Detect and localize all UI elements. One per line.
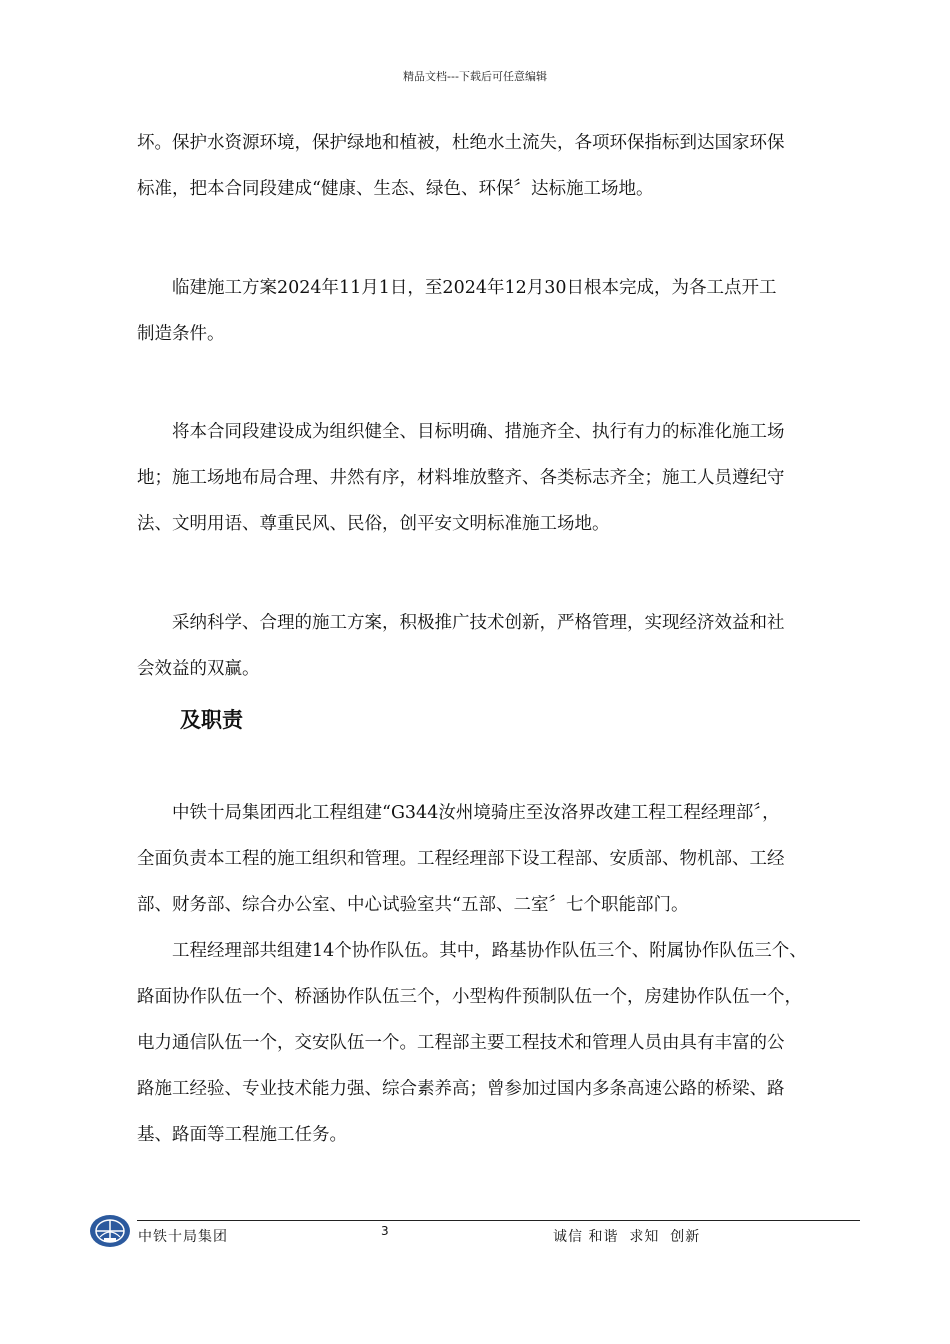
text-line: 中铁十局集团西北工程组建“G344汝州境骑庄至汝洛界改建工程工程经理部〞， [137,803,780,823]
paragraph-organization [137,790,862,928]
header-note: 精品文档---下载后可任意编辑 [403,70,547,83]
footer-divider [137,1220,860,1221]
paragraph-teams [137,928,862,1158]
section-heading: 及职责 [180,708,243,732]
text-line: 法、文明用语、尊重民风、民俗，创平安文明标准施工场地。 [137,514,610,534]
paragraph-environment [137,120,862,212]
text-line: 坏。保护水资源环境，保护绿地和植被，杜绝水土流失，各项环保指标到达国家环保 [137,133,785,153]
text-line: 路面协作队伍一个、桥涵协作队伍三个，小型构件预制队伍一个，房建协作队伍一个， [137,987,802,1007]
text-line: 临建施工方案2024年11月1日，至2024年12月30日根本完成，为各工点开工 [137,278,777,298]
company-logo-icon [88,1213,132,1249]
text-line: 全面负责本工程的施工组织和管理。工程经理部下设工程部、安质部、物机部、工经 [137,849,785,869]
text-line: 会效益的双赢。 [137,659,260,679]
text-line: 基、路面等工程施工任务。 [137,1125,347,1145]
text-line: 标准，把本合同段建成“健康、生态、绿色、环保〞达标施工场地。 [137,179,654,199]
paragraph-schedule [137,265,862,357]
text-line: 地；施工场地布局合理、井然有序，材料堆放整齐、各类标志齐全；施工人员遵纪守 [137,468,785,488]
text-line: 制造条件。 [137,324,225,344]
text-line: 部、财务部、综合办公室、中心试验室共“五部、二室〞七个职能部门。 [137,895,689,915]
paragraph-scheme [137,600,862,692]
paragraph-standardization [137,409,862,547]
footer-company-name: 中铁十局集团 [138,1229,228,1245]
text-line: 电力通信队伍一个，交安队伍一个。工程部主要工程技术和管理人员由具有丰富的公 [137,1033,785,1053]
page-number: 3 [381,1224,389,1238]
text-line: 路施工经验、专业技术能力强、综合素养高；曾参加过国内多条高速公路的桥梁、路 [137,1079,785,1099]
text-line: 工程经理部共组建14个协作队伍。其中，路基协作队伍三个、附属协作队伍三个、 [137,941,807,961]
text-line: 采纳科学、合理的施工方案，积极推广技术创新，严格管理，实现经济效益和社 [137,613,785,633]
text-line: 将本合同段建设成为组织健全、目标明确、措施齐全、执行有力的标准化施工场 [137,422,785,442]
footer-motto: 诚信 和谐 求知 创新 [553,1229,701,1245]
